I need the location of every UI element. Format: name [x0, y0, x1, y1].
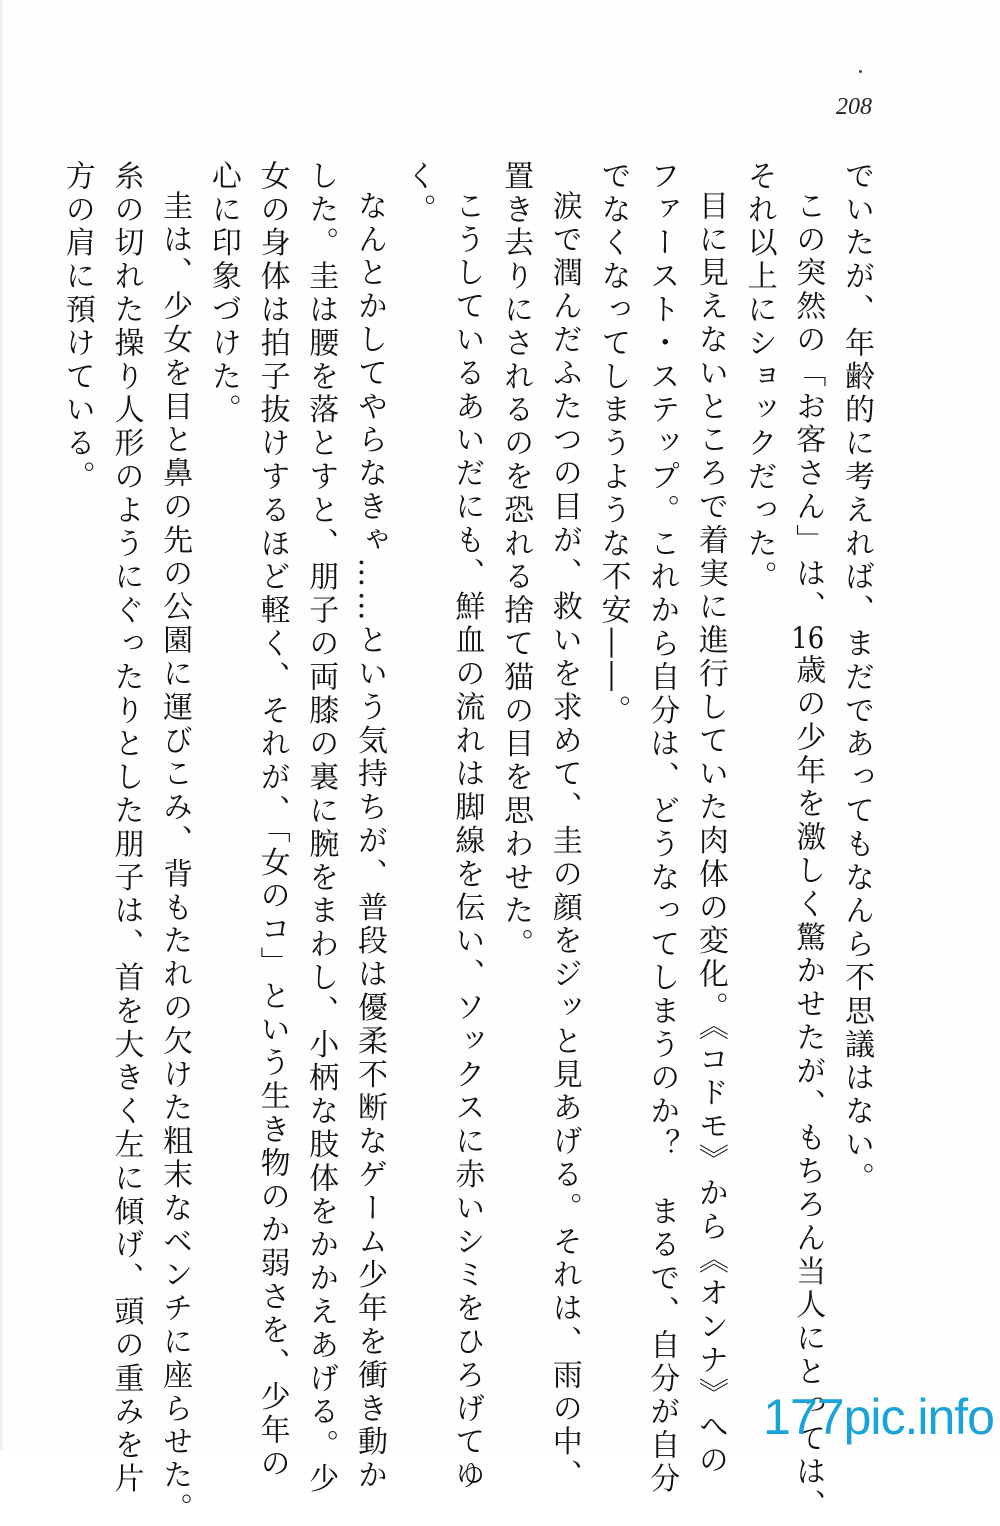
text-line: それ以上にショックだった。	[741, 160, 777, 595]
age-number: 16	[791, 624, 825, 655]
page-gutter-shade	[0, 0, 4, 1450]
text-line: く。	[400, 160, 436, 227]
text-segment: 歳の少年を激しく驚かせたが、もちろん当人にとっては、	[790, 654, 826, 1523]
text-line: 心に印象づけた。	[205, 160, 241, 428]
text-line: 方の肩に預けている。	[59, 160, 95, 494]
text-line: 女の身体は拍子抜けするほど軽く、それが、「女のコ」という生き物のか弱さを、少年の	[254, 160, 290, 1481]
text-line: でなくなってしまうような不安――。	[595, 160, 631, 728]
text-line: ファースト・ステップ。これから自分は、どうなってしまうのか？ まるで、自分が自分	[644, 160, 680, 1496]
text-segment: この突然の「お客さん」は、	[790, 190, 826, 625]
text-line: 涙で潤んだふたつの目が、救いを求めて、圭の顔をジッと見あげる。それは、雨の中、	[546, 190, 582, 1493]
text-line: した。圭は腰を落とすと、朋子の両膝の裏に腕をまわし、小柄な肢体をかかえあげる。少	[303, 160, 339, 1496]
text-line: 目に見えないところで着実に進行していた肉体の変化。《コドモ》から《オンナ》への	[692, 190, 728, 1478]
watermark-text: 177pic.info	[763, 1389, 994, 1445]
page-number: 208	[836, 94, 872, 120]
print-speck	[859, 70, 862, 73]
text-line	[783, 160, 832, 1523]
text-line: こうしているあいだにも、鮮血の流れは脚線を伝い、ソックスに赤いシミをひろげてゆ	[449, 190, 485, 1493]
text-line: でいたが、年齢的に考えれば、まだであってもなんら不思議はない。	[839, 160, 874, 1196]
text-line: 置き去りにされるのを恐れる捨て猫の目を思わせた。	[498, 160, 534, 962]
text-line: 糸の切れた操り人形のようにぐったりとした朋子は、首を大きく左に傾げ、頭の重みを片	[108, 160, 144, 1496]
text-line: 圭は、少女を目と鼻の先の公園に運びこみ、背もたれの欠けた粗末なベンチに座らせた。	[157, 190, 193, 1526]
text-line: なんとかしてやらなきゃ……という気持ちが、普段は優柔不断なゲーム少年を衝き動か	[351, 190, 387, 1493]
